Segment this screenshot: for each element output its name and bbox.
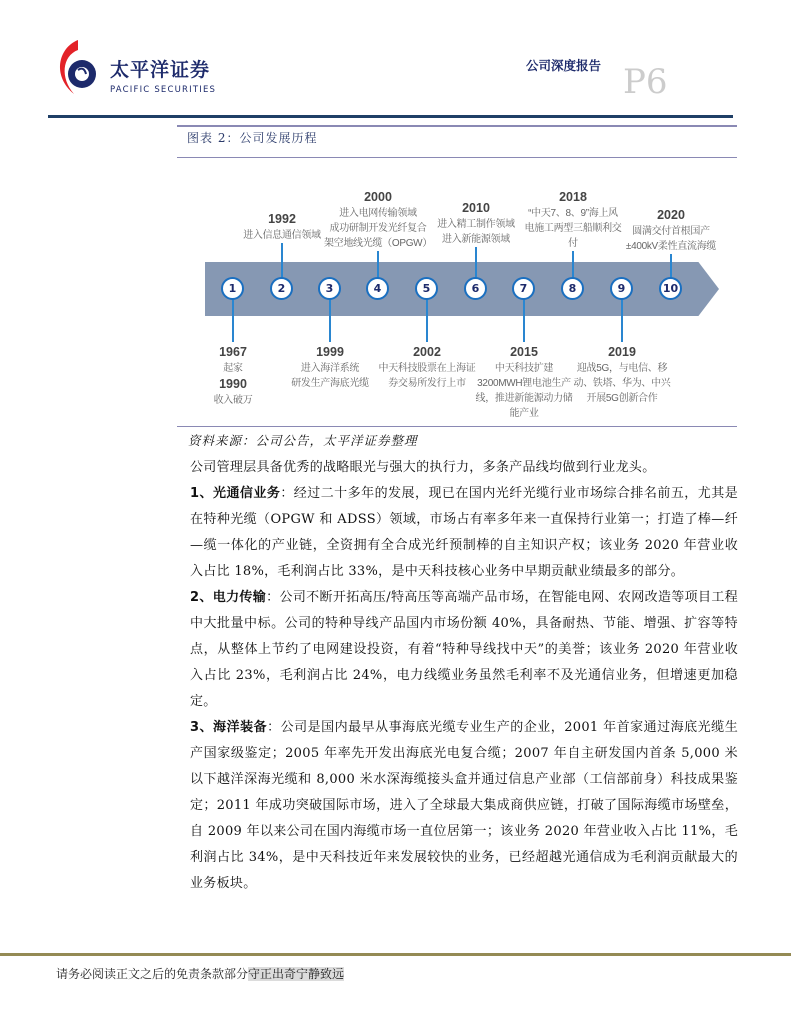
event-text: 开展5G创新合作	[586, 393, 658, 404]
event-text: 进入精工制作领域	[437, 219, 515, 230]
timeline-event	[606, 207, 736, 254]
event-year: 2015	[510, 345, 538, 359]
event-text: 迎战5G，与电信、移	[576, 363, 668, 374]
event-year: 2002	[413, 345, 441, 359]
event-text: 进入海洋系统	[300, 363, 360, 374]
timeline-marker-5: 5	[415, 277, 438, 300]
figure-source: 资料来源：公司公告，太平洋证券整理	[188, 433, 418, 448]
paragraph-heading: 2、电力传输	[190, 590, 267, 605]
event-text: 起家	[223, 363, 243, 374]
figure-top-rule	[177, 125, 737, 127]
event-year: 2020	[657, 208, 685, 222]
timeline-event	[557, 344, 687, 406]
header-rule	[48, 115, 733, 118]
event-text: 中天科技扩建	[494, 363, 554, 374]
paragraph-marine	[190, 715, 738, 897]
event-text: “中天7、8、9”海上风	[528, 208, 618, 219]
timeline-marker-1: 1	[221, 277, 244, 300]
event-text: 付	[568, 238, 578, 249]
timeline-marker-7: 7	[512, 277, 535, 300]
brand-name-en: PACIFIC SECURITIES	[110, 85, 217, 95]
event-year: 1967	[219, 345, 247, 359]
event-text: 电施工两型三船顺利交	[524, 223, 622, 234]
event-text: 收入破万	[213, 395, 253, 406]
event-text: 线，推进新能源动力储	[475, 393, 573, 404]
pacific-securities-logo-icon	[52, 38, 108, 96]
paragraph-power	[190, 585, 738, 715]
event-year: 2000	[364, 190, 392, 204]
paragraph-text: ：公司不断开拓高压/特高压等高端产品市场，在智能电网、农网改造等项目工程中大批量中标。公司的特种导线产品国内市场份额 40%，具备耐热、节能、增强、扩容等特点，从整体上节约了电网建设投资，有着“特种导线找中天”的美誉；该业务 2020 年营业收入占比 23%，毛利润占比 24%，电力线缆业务虽然毛利率不及光通信业务，但增速更加稳定。	[190, 590, 738, 709]
event-text: 进入新能源领域	[442, 234, 510, 245]
timeline-marker-2: 2	[270, 277, 293, 300]
event-year: 2019	[608, 345, 636, 359]
event-text: 券交易所发行上市	[388, 378, 466, 389]
event-year: 2010	[462, 201, 490, 215]
page-number: P6	[623, 62, 668, 102]
event-text: 动、铁塔、华为、中兴	[573, 378, 671, 389]
footer	[56, 966, 344, 982]
event-text: 成功研制开发光纤复合	[329, 223, 427, 234]
paragraph-text: ：经过二十多年的发展，现已在国内光纤光缆行业市场综合排名前五，尤其是在特种光缆（OPGW 和 ADSS）领域，市场占有率多年来一直保持行业第一；打造了棒—纤—缆一体化的产业链，全资拥有全合成光纤预制棒的自主知识产权；该业务 2020 年营业收入占比 18%，毛利润占比 33%，是中天科技核心业务中早期贡献业绩最多的部分。	[190, 486, 738, 579]
event-text: 圆满交付首根国产	[632, 226, 710, 237]
timeline-marker-8: 8	[561, 277, 584, 300]
paragraph-heading: 3、海洋装备	[190, 720, 268, 735]
figure-title-rule	[177, 157, 737, 158]
figure-bottom-rule	[177, 426, 737, 427]
paragraph-heading: 1、光通信业务	[190, 486, 281, 501]
body-text	[190, 455, 738, 897]
event-text: 进入信息通信领域	[243, 230, 321, 241]
event-text: 研发生产海底光缆	[291, 378, 369, 389]
timeline-marker-3: 3	[318, 277, 341, 300]
event-year: 1992	[268, 212, 296, 226]
brand-name-cn: 太平洋证券	[110, 59, 211, 81]
event-year: 1990	[219, 377, 247, 391]
timeline-marker-6: 6	[464, 277, 487, 300]
event-text: 中天科技股票在上海证	[378, 363, 476, 374]
timeline-marker-4: 4	[366, 277, 389, 300]
paragraph-optical	[190, 481, 738, 585]
intro-paragraph: 公司管理层具备优秀的战略眼光与强大的执行力，多条产品线均做到行业龙头。	[190, 460, 656, 475]
disclaimer: 请务必阅读正文之后的免责条款部分	[56, 967, 249, 981]
event-text: 进入电网传输领域	[339, 208, 417, 219]
event-year: 1999	[316, 345, 344, 359]
figure-title: 图表 2：公司发展历程	[187, 131, 318, 145]
event-text: ±400kV柔性直流海缆	[625, 241, 717, 252]
timeline-marker-10: 10	[659, 277, 682, 300]
report-type: 公司深度报告	[526, 58, 602, 73]
motto: 守正出奇宁静致远	[248, 967, 345, 981]
event-text: 能产业	[509, 408, 539, 419]
footer-rule	[0, 953, 791, 956]
paragraph-text: ：公司是国内最早从事海底光缆专业生产的企业，2001 年首家通过海底光缆生产国家级鉴定；2005 年率先开发出海底光电复合缆；2007 年自主研发国内首条 5,000 米以下越洋深海光缆和 8,000 米水深海缆接头盒并通过信息产业部（工信部前身）科技成果鉴定；2011 年成功突破国际市场，进入了全球最大集成商供应链，打破了国际海缆市场壁垒，自 2009 年以来公司在国内海缆市场一直位居第一；该业务 2020 年营业收入占比 11%，毛利润占比 34%，是中天科技近年来发展较快的业务，已经超越光通信成为毛利润贡献最大的业务板块。	[190, 720, 738, 891]
event-text: 架空地线光缆（OPGW）	[323, 238, 433, 249]
event-text: 3200MWH锂电池生产	[477, 378, 571, 389]
timeline-marker-9: 9	[610, 277, 633, 300]
event-year: 2018	[559, 190, 587, 204]
